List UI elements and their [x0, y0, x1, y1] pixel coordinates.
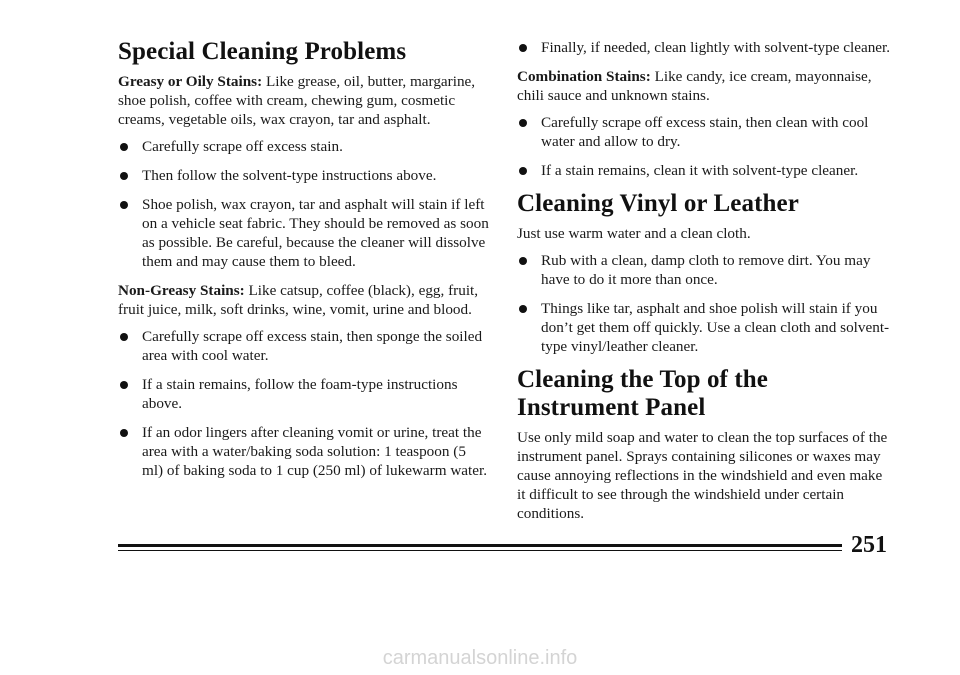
non-greasy-stains-paragraph: [118, 281, 490, 319]
list-item: Finally, if needed, clean lightly with solvent-type cleaner.: [517, 38, 891, 57]
bullet-icon: [120, 172, 128, 180]
vinyl-leather-list: [517, 251, 891, 356]
list-item: Things like tar, asphalt and shoe polish will stain if you don’t get them off quickly. Use a clean cloth and solvent-type vinyl/leather cleaner.: [517, 299, 891, 356]
combination-stains-text: Like candy, ice cream, mayonnaise, chili sauce and unknown stains.: [517, 68, 872, 104]
bullet-icon: [519, 305, 527, 313]
left-column: [118, 38, 490, 490]
solvent-finish-list: [517, 38, 891, 57]
non-greasy-stains-label: Non-Greasy Stains:: [118, 282, 245, 299]
section-heading-special-cleaning: Special Cleaning Problems: [118, 38, 407, 65]
list-item: If a stain remains, follow the foam-type instructions above.: [118, 375, 490, 413]
list-item: Carefully scrape off excess stain, then clean with cool water and allow to dry.: [517, 113, 891, 151]
list-item: If a stain remains, clean it with solvent-type cleaner.: [517, 161, 891, 180]
list-item: Rub with a clean, damp cloth to remove dirt. You may have to do it more than once.: [517, 251, 891, 289]
combination-stains-paragraph: [517, 67, 891, 105]
footer-rule-thick: [118, 544, 842, 547]
bullet-icon: [120, 381, 128, 389]
vinyl-intro-text: Just use warm water and a clean cloth.: [517, 225, 751, 242]
non-greasy-stains-list: [118, 327, 490, 480]
bullet-icon: [519, 119, 527, 127]
instrument-panel-text: Use only mild soap and water to clean the top surfaces of the instrument panel. Sprays containing silicones or waxes may cause annoying reflections in the windshield and even make it difficult to see through the windshield under certain conditions.: [517, 429, 888, 522]
greasy-stains-paragraph: [118, 72, 490, 129]
list-item: Carefully scrape off excess stain.: [118, 137, 490, 156]
list-item: Then follow the solvent-type instructions above.: [118, 166, 490, 185]
greasy-stains-label: Greasy or Oily Stains:: [118, 73, 263, 90]
section-heading-instrument-panel: Cleaning the Top of the Instrument Panel: [517, 366, 768, 421]
combination-stains-label: Combination Stains:: [517, 68, 651, 85]
bullet-icon: [519, 167, 527, 175]
right-column: [517, 38, 891, 531]
list-item: Carefully scrape off excess stain, then sponge the soiled area with cool water.: [118, 327, 490, 365]
non-greasy-stains-text: Like catsup, coffee (black), egg, fruit, fruit juice, milk, soft drinks, wine, vomit, urine and blood.: [118, 282, 479, 318]
footer-rule-thin: [118, 550, 842, 551]
greasy-stains-text: Like grease, oil, butter, margarine, shoe polish, coffee with cream, chewing gum, cosmetic creams, vegetable oils, wax crayon, tar and asphalt.: [118, 73, 476, 128]
bullet-icon: [120, 333, 128, 341]
watermark-text: carmanualsonline.info: [382, 647, 578, 669]
bullet-icon: [519, 44, 527, 52]
list-item: Shoe polish, wax crayon, tar and asphalt will stain if left on a vehicle seat fabric. They should be removed as soon as possible. Be careful, because the cleaner will dissolve them and may cause them to bleed.: [118, 195, 490, 271]
combination-stains-list: [517, 113, 891, 180]
section-heading-vinyl-leather: Cleaning Vinyl or Leather: [517, 190, 799, 217]
list-item: If an odor lingers after cleaning vomit or urine, treat the area with a water/baking soda solution: 1 teaspoon (5 ml) of baking soda to 1 cup (250 ml) of lukewarm water.: [118, 423, 490, 480]
bullet-icon: [120, 201, 128, 209]
greasy-stains-list: [118, 137, 490, 271]
bullet-icon: [120, 143, 128, 151]
bullet-icon: [120, 429, 128, 437]
bullet-icon: [519, 257, 527, 265]
page-number: 251: [851, 532, 887, 558]
